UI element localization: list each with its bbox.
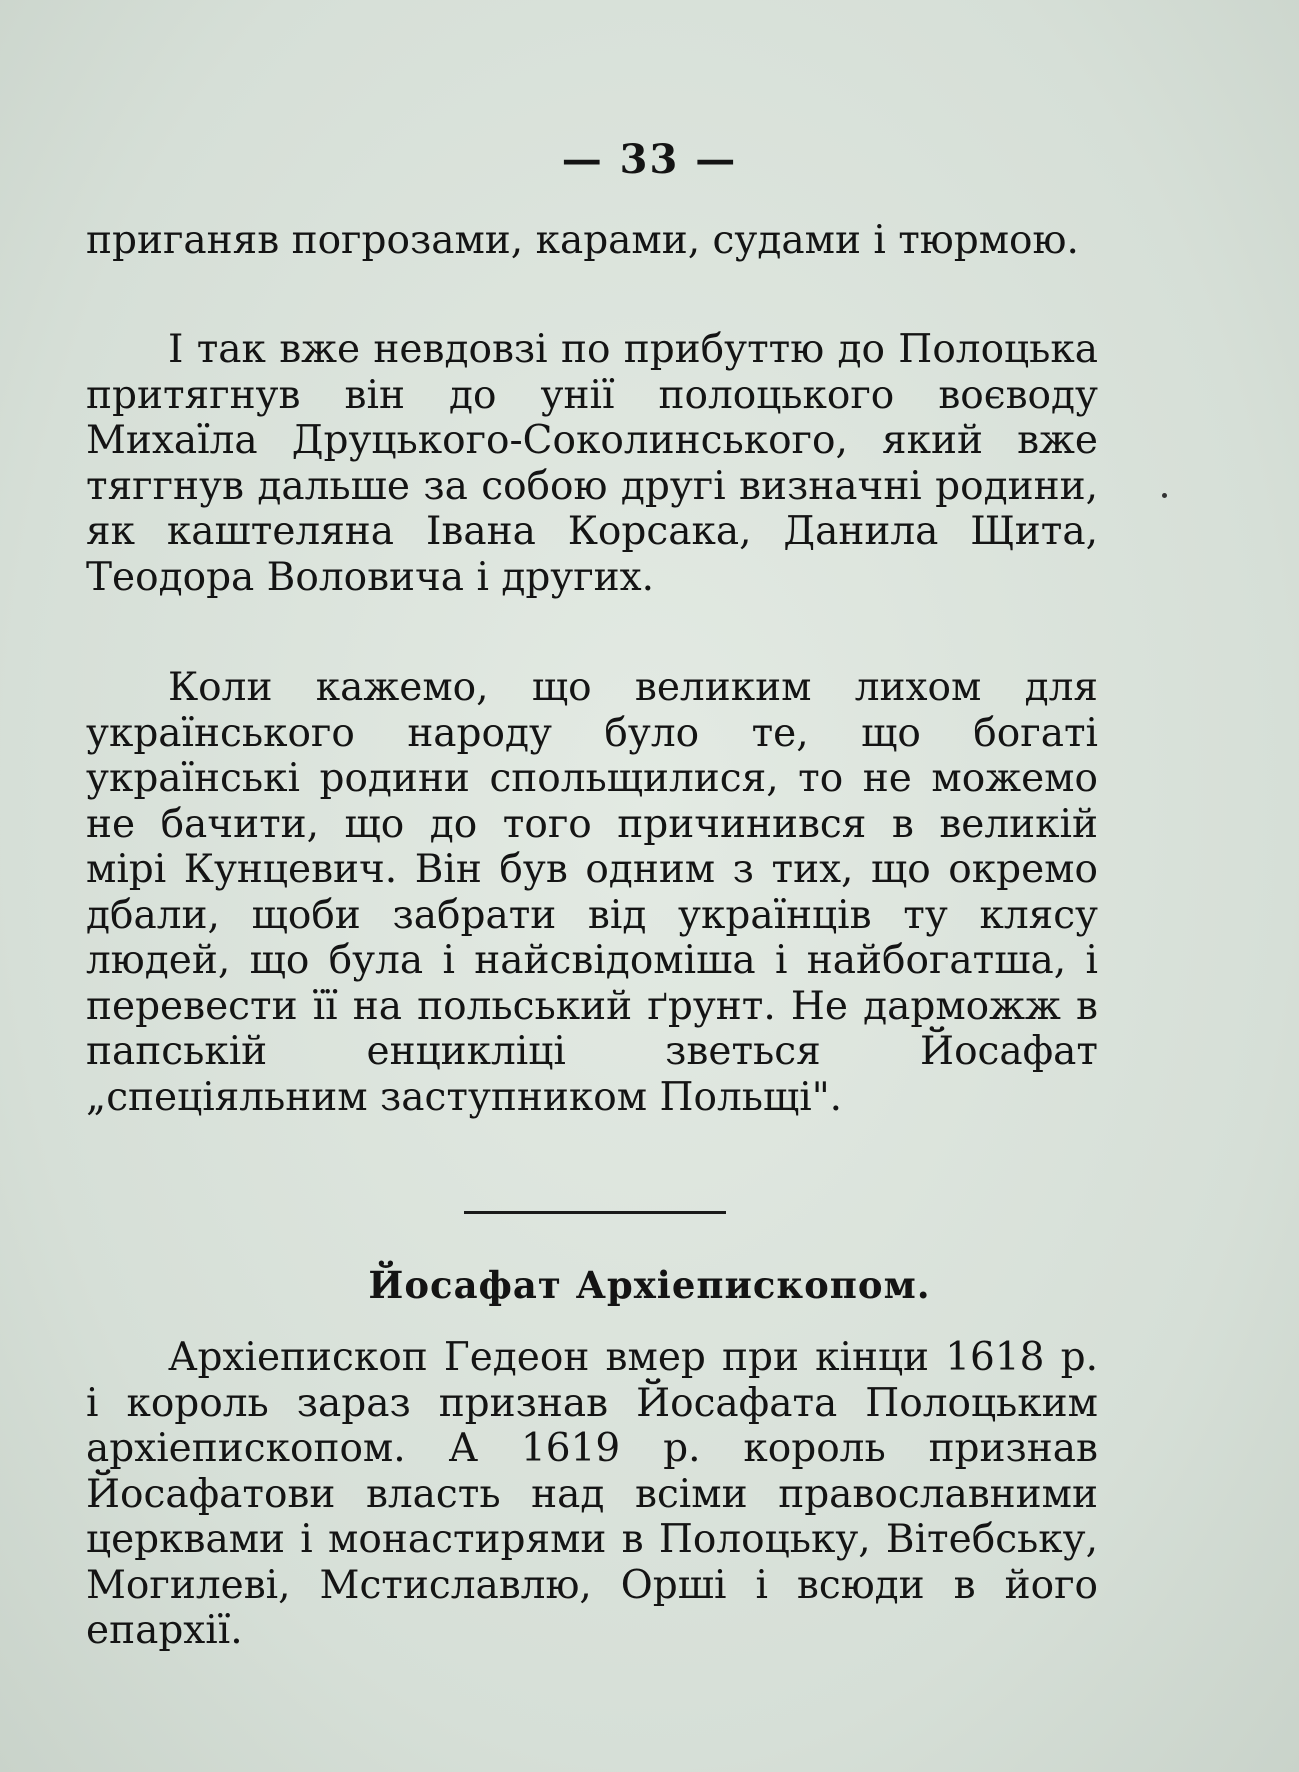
section-divider — [464, 1211, 726, 1214]
page-number: — 33 — — [561, 136, 738, 183]
paragraph-1 — [86, 218, 1098, 264]
print-speck — [1162, 493, 1167, 498]
paragraph-1-text: приганяв погрозами, карами, судами і тюрмою. — [86, 218, 1079, 263]
paragraph-3-text: Коли кажемо, що великим лихом для українського народу було те, що богаті українські родини спольщилися, то не можемо не бачити, що до того причинився в великій мірі Кунцевич. Він був одним з тих, що окремо дбали, щоби забрати від українців ту клясу людей, що була і найсвідоміша і найбогатша, і перевести її на польський ґрунт. Не дарможж в папській енцикліці зветься Йосафат „спеціяльним заступником Польщі". — [86, 665, 1098, 1120]
paragraph-2 — [86, 327, 1098, 600]
paragraph-4 — [86, 1335, 1098, 1654]
section-title: Йосафат Архіепископом. — [368, 1263, 931, 1307]
paragraph-3 — [86, 665, 1098, 1120]
paragraph-4-text: Архіепископ Гедеон вмер при кінци 1618 р. і король зараз признав Йосафата Полоцьким архіепископом. А 1619 р. король признав Йосафатови власть над всіми православними церквами і монастирями в Полоцьку, Вітебську, Могилеві, Мстиславлю, Орші і всюди в його епархії. — [86, 1335, 1098, 1653]
paragraph-2-text: І так вже невдовзі по прибуттю до Полоцька притягнув він до унії полоцького воєводу Михаїла Друцького-Соколинського, який вже тяггнув дальше за собою другі визначні родини, як каштеляна Івана Корсака, Данила Щита, Теодора Воловича і других. — [86, 327, 1098, 600]
